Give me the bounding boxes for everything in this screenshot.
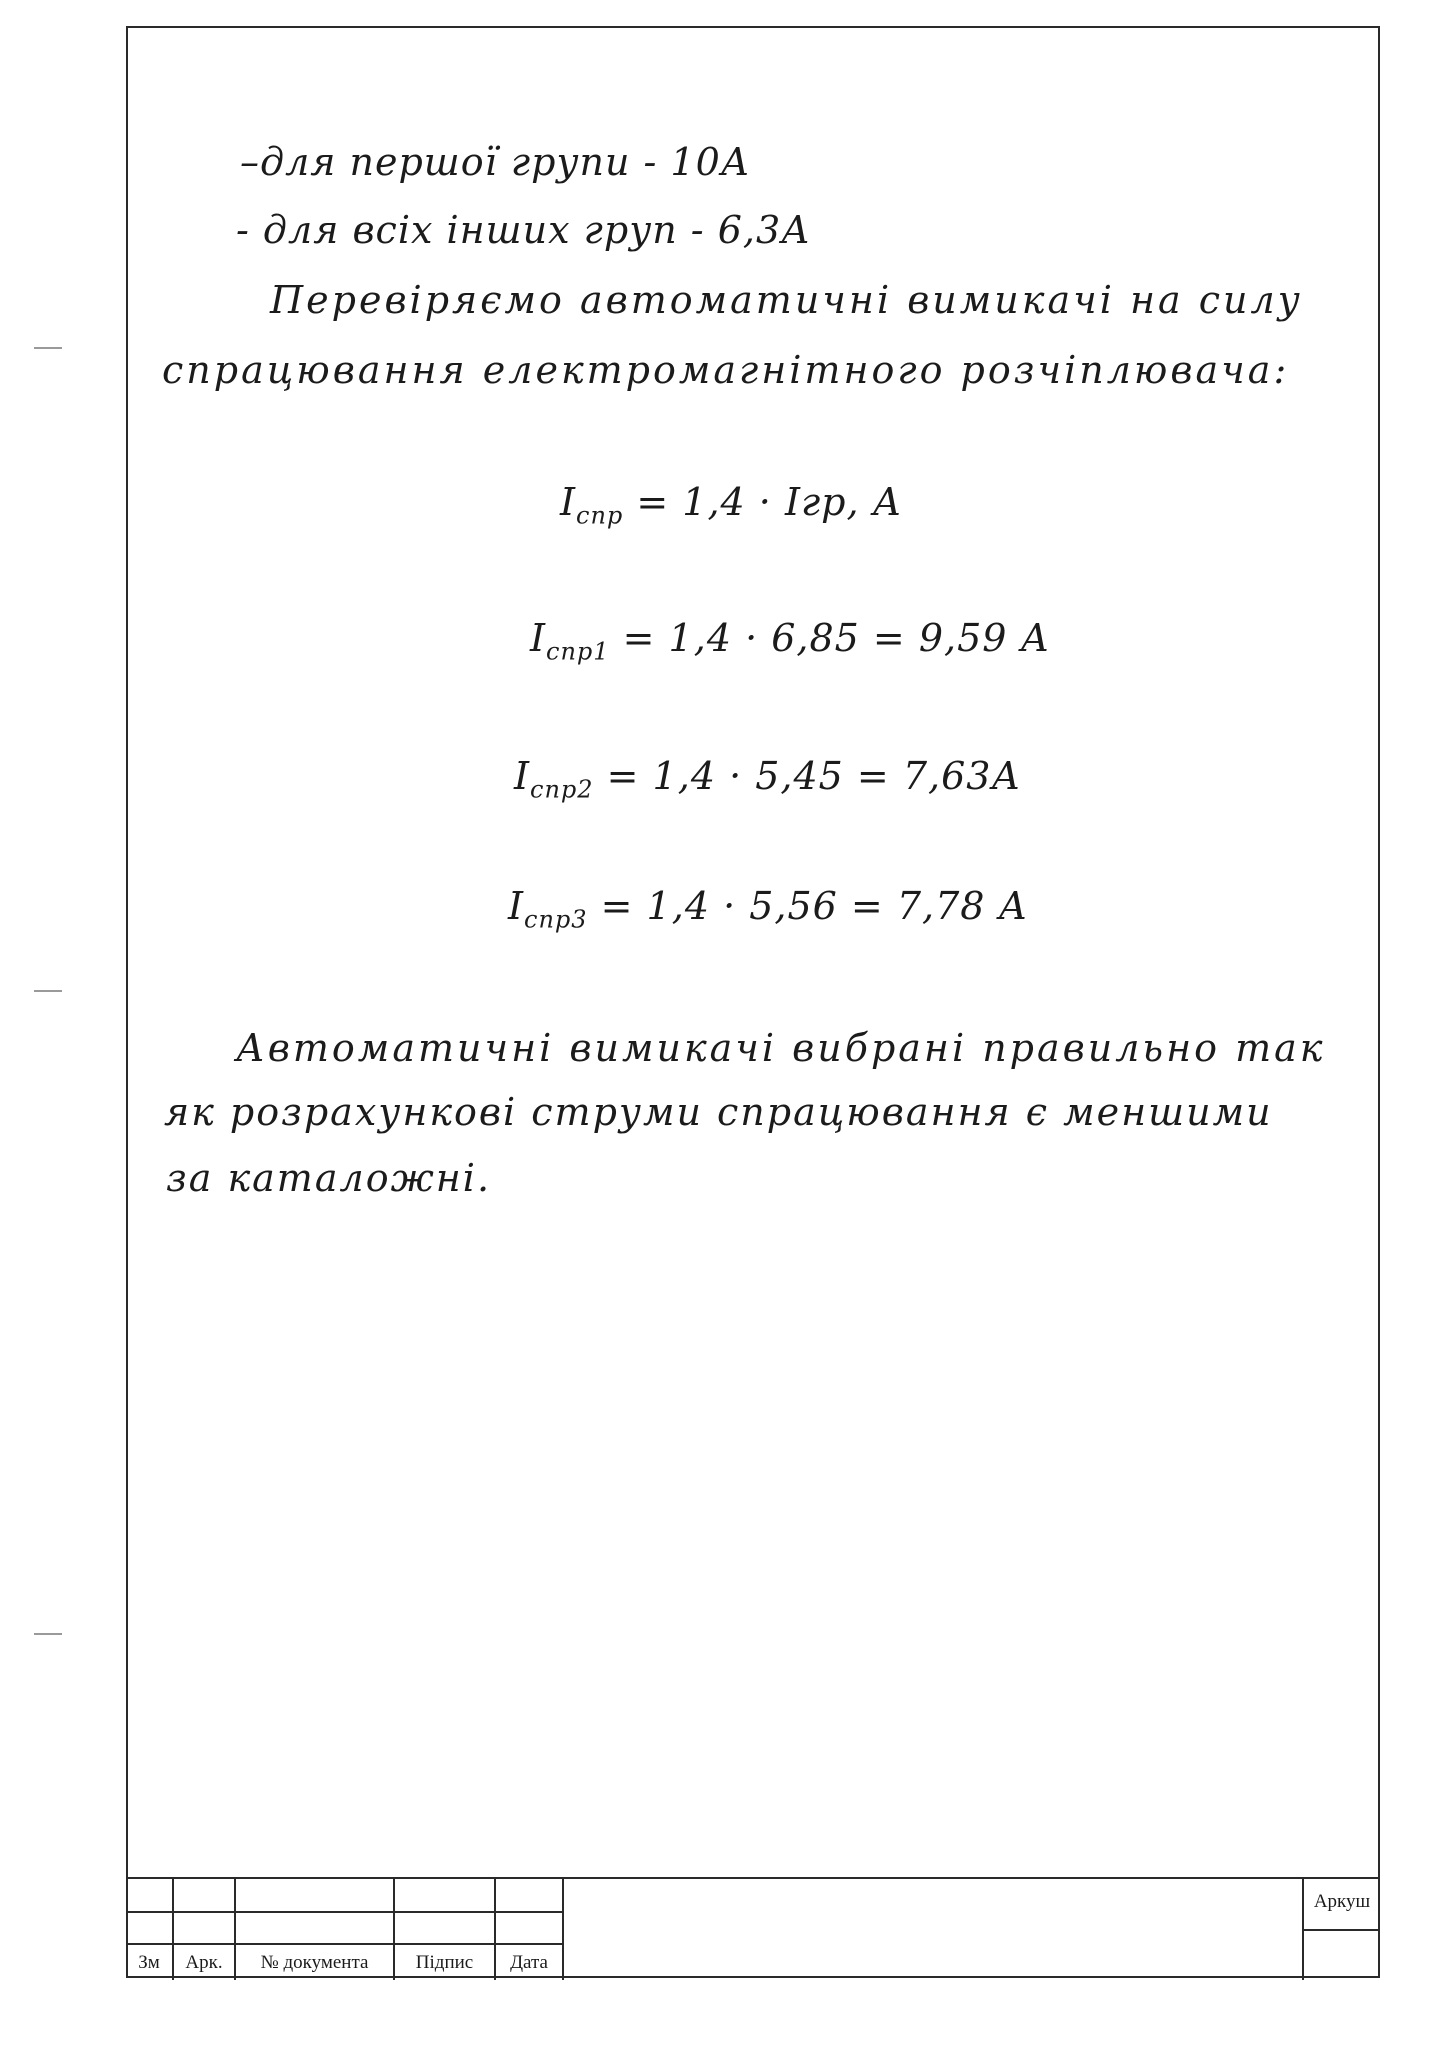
handwritten-line-4: спрацювання електромагнітного розчіплювача: xyxy=(162,348,1290,392)
formula-symbol: I xyxy=(530,616,547,660)
formula-subscript: спр3 xyxy=(524,905,588,934)
conclusion-line-3: за каталожні. xyxy=(166,1156,492,1200)
handwritten-line-1: –для першої групи - 10А xyxy=(240,140,751,184)
conclusion-line-2: як розрахункові струми спрацювання є меншими xyxy=(164,1090,1273,1134)
title-block-row-line xyxy=(1302,1929,1380,1931)
title-block xyxy=(126,1877,1380,1978)
sheet-label: Аркуш xyxy=(1313,1891,1371,1912)
formula-symbol: I xyxy=(508,884,525,928)
col-label-zm: Зм xyxy=(138,1952,160,1973)
formula-symbol: I xyxy=(560,480,577,524)
formula-expression: = 1,4 · 6,85 = 9,59 А xyxy=(622,616,1051,660)
col-label-signature: Підпис xyxy=(415,1952,474,1973)
formula-expression: = 1,4 · 5,56 = 7,78 А xyxy=(600,884,1029,928)
col-label-date: Дата xyxy=(510,1952,548,1973)
handwritten-line-3: Перевіряємо автоматичні вимикачі на силу xyxy=(270,278,1303,322)
col-label-document: № документа xyxy=(260,1952,369,1973)
formula-subscript: спр2 xyxy=(530,775,594,804)
formula-group-1 xyxy=(530,616,1050,666)
formula-expression: = 1,4 · Iгр, А xyxy=(636,480,903,524)
formula-group-3 xyxy=(508,884,1028,934)
binding-mark xyxy=(34,347,62,349)
formula-group-2 xyxy=(514,754,1021,804)
binding-mark xyxy=(34,1633,62,1635)
formula-subscript: спр1 xyxy=(546,637,610,666)
formula-subscript: спр xyxy=(576,501,624,530)
formula-general xyxy=(560,480,902,530)
title-block-row-line xyxy=(126,1911,562,1913)
handwritten-line-2: - для всіх інших груп - 6,3А xyxy=(236,208,811,252)
formula-expression: = 1,4 · 5,45 = 7,63А xyxy=(606,754,1022,798)
title-block-row-line xyxy=(126,1943,562,1945)
conclusion-line-1: Автоматичні вимикачі вибрані правильно так xyxy=(236,1026,1326,1070)
formula-symbol: I xyxy=(514,754,531,798)
title-block-col-line xyxy=(562,1879,564,1980)
col-label-ark: Арк. xyxy=(185,1952,223,1973)
binding-mark xyxy=(34,990,62,992)
